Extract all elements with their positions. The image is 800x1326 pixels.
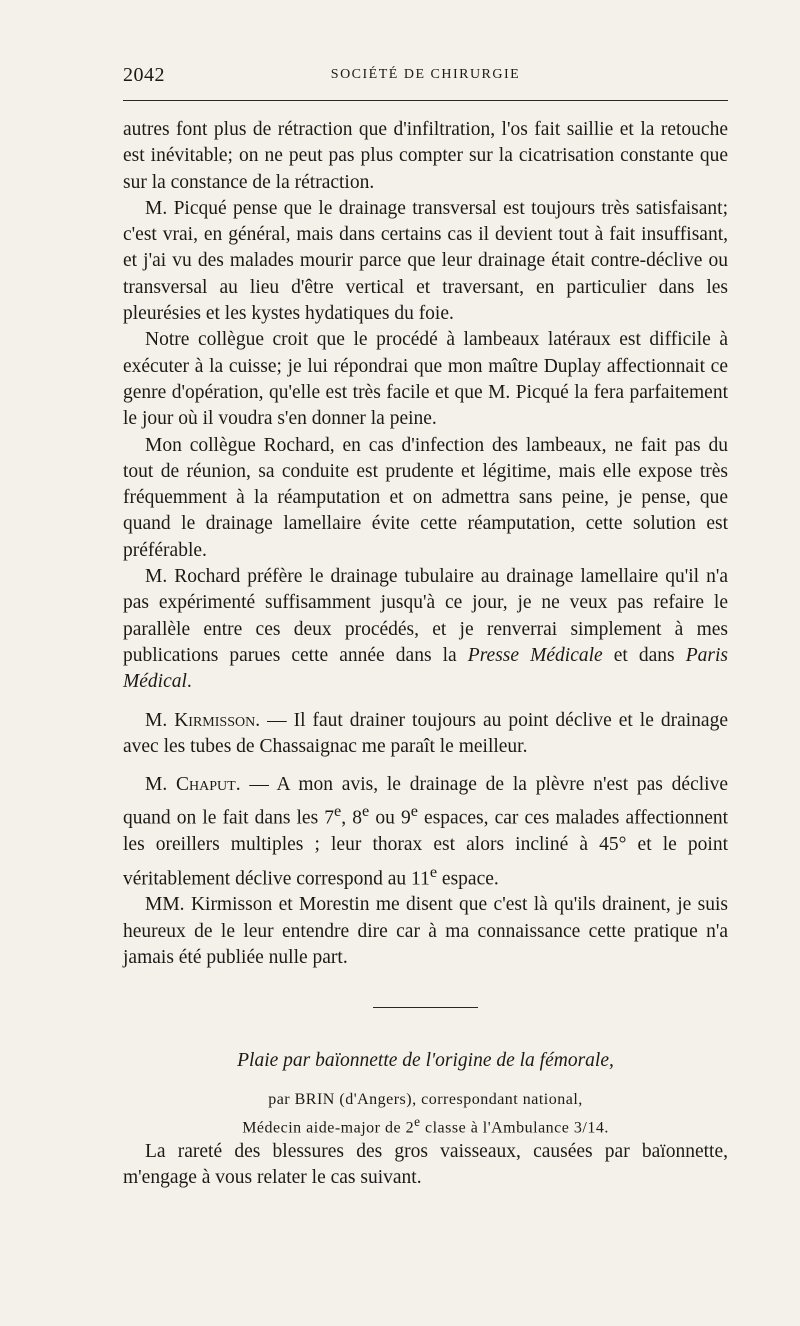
paragraph-rochard bbox=[123, 564, 728, 695]
running-title: SOCIÉTÉ DE CHIRURGIE bbox=[330, 67, 521, 82]
journal-title: Paris Médical bbox=[123, 644, 728, 693]
paragraph-text: , 8 bbox=[341, 807, 363, 829]
ordinal-superscript: e bbox=[334, 802, 342, 821]
paragraph-text: . bbox=[186, 671, 192, 693]
page-number: 2042 bbox=[123, 64, 165, 86]
ordinal-superscript: e bbox=[410, 802, 418, 821]
byline-rank bbox=[123, 1111, 728, 1139]
paragraph-mm: MM. Kirmisson et Morestin me disent que c'est là qu'ils drainent, je suis heureux de le leur entendre dire car à ma connaissance cette pratique n'a jamais été publiée nulle part. bbox=[123, 894, 728, 968]
paragraph: autres font plus de rétraction que d'infiltration, l'os fait saillie et la retouche est inévitable; on ne peut pas plus compter sur la cicatrisation constante que sur la constance de la rétraction. bbox=[123, 119, 728, 193]
ordinal-superscript: e bbox=[414, 1113, 421, 1129]
speaker-name: Chaput bbox=[176, 774, 236, 796]
speaker-prefix: M. bbox=[145, 774, 176, 796]
article-title: Plaie par baïonnette de l'origine de la fémorale, bbox=[237, 1050, 614, 1072]
speaker-name: Kirmisson bbox=[174, 709, 256, 731]
paragraph-text: ou 9 bbox=[369, 807, 411, 829]
paragraph: Mon collègue Rochard, en cas d'infection des lambeaux, ne fait pas du tout de réunion, sa conduite est prudente et légitime, mais elle expose très fréquemment à la réamputation et on admettra sans peine, je pense, que quand le drainage lamellaire évite cette réamputation, cette solution est préférable. bbox=[123, 434, 728, 561]
article-byline bbox=[123, 1089, 728, 1139]
article-opening: La rareté des blessures des gros vaisseaux, causées par baïonnette, m'engage à vous relater le cas suivant. bbox=[123, 1140, 728, 1189]
ordinal-superscript: e bbox=[362, 802, 370, 821]
paragraph-text: . — Il faut drainer toujours au point déclive et le drainage avec les tubes de Chassaignac me paraît le meilleur. bbox=[123, 709, 728, 757]
ordinal-superscript: e bbox=[429, 862, 438, 881]
paragraph: M. Picqué pense que le drainage transversal est toujours très satisfaisant; c'est vrai, en général, mais dans certains cas il devient tout à fait insuffisant, et j'ai vu des malades mourir parce que leur drainage était contre-déclive ou transversal au lieu d'être vertical et traversant, en particulier dans les pleurésies et les kystes hydatiques du foie. bbox=[123, 197, 728, 325]
paragraph-text: espace. bbox=[437, 868, 499, 890]
paragraph-kirmisson bbox=[123, 708, 728, 761]
journal-title: Presse Médicale bbox=[467, 644, 603, 666]
section-divider bbox=[373, 1007, 478, 1008]
page-header bbox=[123, 64, 728, 88]
header-rule bbox=[123, 100, 728, 101]
speaker-prefix: M. bbox=[145, 709, 175, 731]
paragraph-chaput bbox=[123, 772, 728, 892]
paragraph-text: et dans bbox=[602, 644, 686, 666]
byline-author: par BRIN (d'Angers), correspondant national, bbox=[268, 1090, 583, 1108]
paragraph: Notre collègue croit que le procédé à lambeaux latéraux est difficile à exécuter à la cuisse; je lui répondrai que mon maître Duplay affectionnait ce genre d'opération, qu'elle est très facile et que M. Picqué la fera parfaitement le jour où il voudra s'en donner la peine. bbox=[123, 329, 728, 430]
paragraph-text: espaces, car ces malades affectionnent les oreillers multiples ; leur thorax est alors incliné à 45° et le point véritablement déclive correspond au 11 bbox=[123, 807, 729, 890]
body-text bbox=[123, 117, 728, 1191]
paragraph-text: M. Rochard préfère le drainage tubulaire au drainage lamellaire qu'il n'a pas expérimenté suffisamment jusqu'à ce jour, je ne veux pas refaire le parallèle entre ces deux procédés, et je renverrai simplement à mes publications parues cette année dans la bbox=[123, 566, 728, 666]
byline-text: classe à l'Ambulance 3/14. bbox=[420, 1118, 609, 1136]
byline-text: Médecin aide-major de 2 bbox=[242, 1118, 415, 1136]
paragraph-text: . — A mon avis, le drainage de la plèvre n'est pas déclive quand on le fait dans les 7 bbox=[123, 774, 728, 829]
